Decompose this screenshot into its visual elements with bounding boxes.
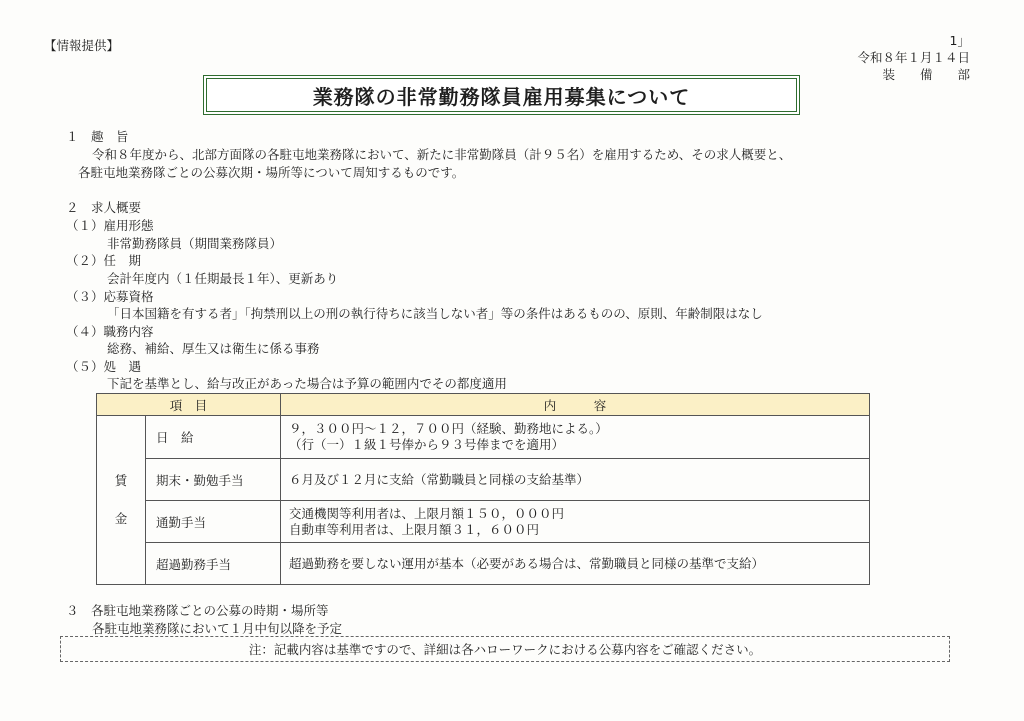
row-item: 超過勤務手当 xyxy=(146,543,281,585)
item2-label: （２）任 期 xyxy=(66,253,142,268)
table-header-content: 内 容 xyxy=(281,394,870,416)
row-content xyxy=(281,459,870,501)
item5-body: 下記を基準とし、給与改正があった場合は予算の範囲内でその都度適用 xyxy=(107,376,507,391)
row-item: 期末・勤勉手当 xyxy=(146,459,281,501)
header-meta xyxy=(857,32,970,83)
row-line: 自動車等利用者は、上限月額３１，６００円 xyxy=(289,521,540,537)
item1-body: 非常勤務隊員（期間業務隊員） xyxy=(107,236,283,251)
section1-line1: 令和８年度から、北部方面隊の各駐屯地業務隊において、新たに非常勤隊員（計９５名）を雇用するため、その求人概要と、 xyxy=(92,147,792,162)
table-row xyxy=(97,501,870,543)
item5-label: （５）処 遇 xyxy=(66,359,142,374)
issue-date: 令和８年１月１４日 xyxy=(857,50,970,65)
row-item: 日 給 xyxy=(146,416,281,459)
item2-body: 会計年度内（１任期最長１年）、更新あり xyxy=(107,271,339,286)
note-box xyxy=(60,636,950,662)
table-header-row xyxy=(97,394,870,416)
section3-heading: ３ 各駐屯地業務隊ごとの公募の時期・場所等 xyxy=(66,603,329,618)
section1-line2: 各駐屯地業務隊ごとの公募次期・場所等について周知するものです。 xyxy=(78,165,465,180)
item3-body: 「日本国籍を有する者」「拘禁刑以上の刑の執行待ちに該当しない者」等の条件はあるものの、原則、年齢制限はなし xyxy=(107,306,763,321)
title-box xyxy=(203,75,800,115)
wage-char-2: 金 xyxy=(114,511,128,526)
row-line: ６月及び１２月に支給（常勤職員と同様の支給基準） xyxy=(289,471,590,487)
page-mark: 1」 xyxy=(949,33,970,48)
item1-label: （１）雇用形態 xyxy=(66,218,154,233)
wage-char-1: 賃 xyxy=(114,473,128,488)
page-title: 業務隊の非常勤務隊員雇用募集について xyxy=(312,84,691,109)
row-content xyxy=(281,543,870,585)
row-line: 交通機関等利用者は、上限月額１５０，０００円 xyxy=(289,505,565,521)
pay-table xyxy=(96,393,870,585)
table-row xyxy=(97,543,870,585)
item4-body: 総務、補給、厚生又は衛生に係る事務 xyxy=(107,341,320,356)
row-line: （行（一）１級１号俸から９３号俸までを適用） xyxy=(289,437,565,452)
section1-heading: １ 趣 旨 xyxy=(66,129,129,144)
row-line: ９，３００円～１２，７００円（経験、勤務地による。） xyxy=(289,421,608,436)
section3-body: 各駐屯地業務隊において１月中旬以降を予定 xyxy=(92,621,343,636)
row-item: 通勤手当 xyxy=(146,501,281,543)
section2-heading: ２ 求人概要 xyxy=(66,200,142,215)
row-content xyxy=(281,501,870,543)
info-tag: 【情報提供】 xyxy=(44,38,120,53)
row-content xyxy=(281,416,870,459)
item4-label: （４）職務内容 xyxy=(66,324,154,339)
table-row xyxy=(97,416,870,459)
note-text: 注：記載内容は基準ですので、詳細は各ハローワークにおける公募内容をご確認ください。 xyxy=(248,642,762,657)
wage-group-label xyxy=(97,416,146,585)
row-line: 超過勤務を要しない運用が基本（必要がある場合は、常勤職員と同様の基準で支給） xyxy=(289,555,765,571)
table-row xyxy=(97,459,870,501)
table-header-item: 項 目 xyxy=(97,394,281,416)
department: 装 備 部 xyxy=(882,67,970,82)
item3-label: （３）応募資格 xyxy=(66,289,154,304)
